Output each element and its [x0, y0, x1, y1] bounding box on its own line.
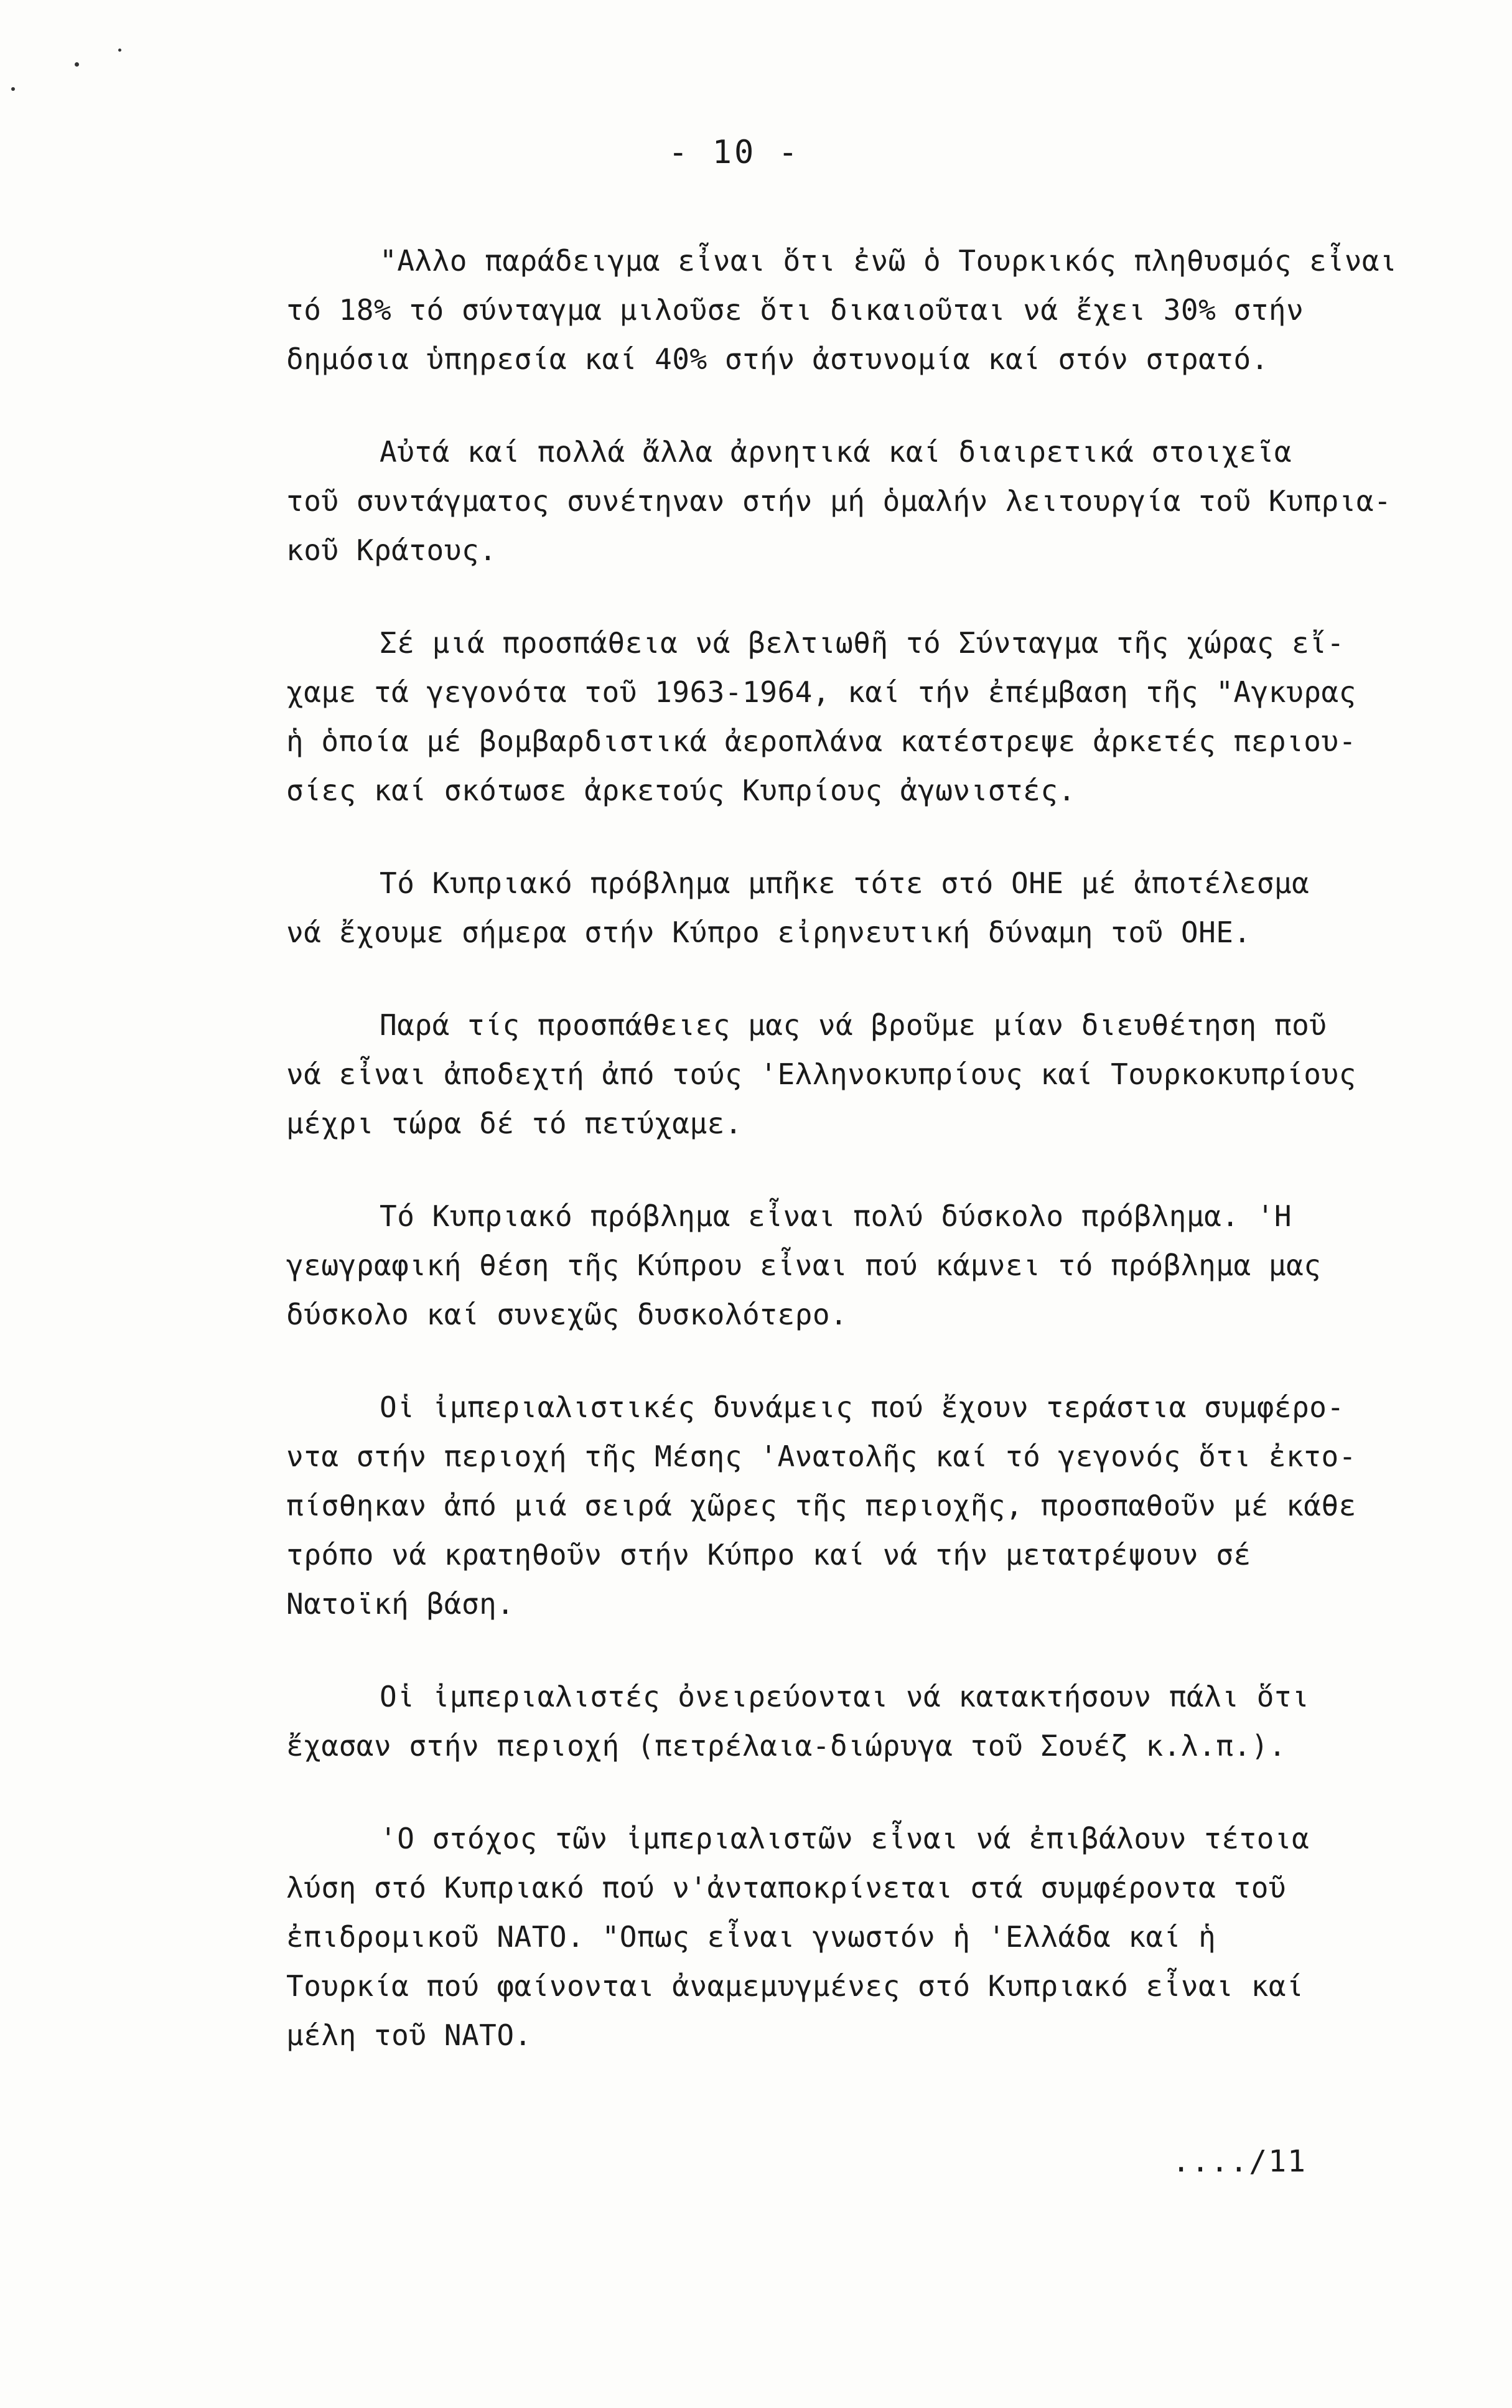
text-line: μέλη τοῦ ΝΑΤΟ. — [286, 2018, 532, 2052]
text-line: "Αλλο παράδειγμα εἶναι ὅτι ἐνῶ ὁ Τουρκικός πληθυσμός εἶναι — [380, 244, 1398, 278]
text-line: Παρά τίς προσπάθειες μας νά βροῦμε μίαν διευθέτηση ποῦ — [380, 1008, 1327, 1042]
text-line: χαμε τά γεγονότα τοῦ 1963-1964, καί τήν ἐπέμβαση τῆς "Αγκυρας — [286, 675, 1356, 709]
text-line: Τουρκία πού φαίνονται ἀναμεμυγμένες στό Κυπριακό εἶναι καί — [286, 1969, 1304, 2003]
paragraph — [286, 1383, 1456, 1629]
paragraph — [286, 237, 1456, 384]
text-line: δημόσια ὑπηρεσία καί 40% στήν ἀστυνομία καί στόν στρατό. — [286, 342, 1269, 376]
text-line: ἡ ὁποία μέ βομβαρδιστικά ἀεροπλάνα κατέστρεψε ἀρκετές περιου- — [286, 724, 1356, 758]
text-line: 'Ο στόχος τῶν ἰμπεριαλιστῶν εἶναι νά ἐπιβάλουν τέτοια — [380, 1822, 1310, 1855]
text-line: κοῦ Κράτους. — [286, 533, 497, 567]
text-line: μέχρι τώρα δέ τό πετύχαμε. — [286, 1107, 743, 1140]
text-line: ἔχασαν στήν περιοχή (πετρέλαια-διώρυγα τοῦ Σουέζ κ.λ.π.). — [286, 1729, 1287, 1763]
paragraph — [286, 1192, 1456, 1339]
paragraph — [286, 619, 1456, 815]
scan-speck — [11, 87, 15, 91]
text-line: τό 18% τό σύνταγμα μιλοῦσε ὅτι δικαιοῦται νά ἔχει 30% στήν — [286, 293, 1304, 327]
continuation-marker: ..../11 — [1172, 2144, 1307, 2179]
paragraph — [286, 1672, 1456, 1771]
scan-speck — [75, 62, 79, 67]
text-line: δύσκολο καί συνεχῶς δυσκολότερο. — [286, 1298, 848, 1331]
paragraph — [286, 859, 1456, 957]
scan-speck — [118, 49, 121, 52]
paragraph — [286, 428, 1456, 575]
text-line: γεωγραφική θέση τῆς Κύπρου εἶναι πού κάμνει τό πρόβλημα μας — [286, 1249, 1322, 1282]
text-line: λύση στό Κυπριακό πού ν'ἀνταποκρίνεται στά συμφέροντα τοῦ — [286, 1871, 1287, 1904]
text-line: Οἱ ἰμπεριαλιστές ὀνειρεύονται νά κατακτήσουν πάλι ὅτι — [380, 1680, 1310, 1713]
text-line: Σέ μιά προσπάθεια νά βελτιωθῆ τό Σύνταγμα τῆς χώρας εἴ- — [380, 626, 1345, 660]
text-line: σίες καί σκότωσε ἀρκετούς Κυπρίους ἀγωνιστές. — [286, 774, 1076, 807]
text-line: νά εἶναι ἀποδεχτή ἀπό τούς 'Ελληνοκυπρίους καί Τουρκοκυπρίους — [286, 1057, 1356, 1091]
text-line: Αὐτά καί πολλά ἄλλα ἀρνητικά καί διαιρετικά στοιχεῖα — [380, 435, 1292, 469]
text-line: πίσθηκαν ἀπό μιά σειρά χῶρες τῆς περιοχῆς, προσπαθοῦν μέ κάθε — [286, 1489, 1356, 1522]
text-line: ἐπιδρομικοῦ ΝΑΤΟ. "Οπως εἶναι γνωστόν ἡ 'Ελλάδα καί ἡ — [286, 1920, 1216, 1954]
text-line: τοῦ συντάγματος συνέτηναν στήν μή ὁμαλήν λειτουργία τοῦ Κυπρια- — [286, 484, 1392, 518]
paragraph — [286, 1001, 1456, 1148]
text-line: Τό Κυπριακό πρόβλημα μπῆκε τότε στό ΟΗΕ μέ ἀποτέλεσμα — [380, 866, 1310, 900]
text-line: ντα στήν περιοχή τῆς Μέσης 'Ανατολῆς καί τό γεγονός ὅτι ἐκτο- — [286, 1440, 1356, 1473]
text-line: νά ἔχουμε σήμερα στήν Κύπρο εἰρηνευτική δύναμη τοῦ ΟΗΕ. — [286, 916, 1251, 949]
paragraph — [286, 1814, 1456, 2060]
body-text — [286, 237, 1456, 2060]
text-line: Νατοϊκή βάση. — [286, 1587, 515, 1621]
text-line: Οἱ ἰμπεριαλιστικές δυνάμεις πού ἔχουν τεράστια συμφέρο- — [380, 1390, 1345, 1424]
page-number: - 10 - — [668, 134, 800, 171]
text-line: Τό Κυπριακό πρόβλημα εἶναι πολύ δύσκολο πρόβλημα. 'Η — [380, 1199, 1292, 1233]
text-line: τρόπο νά κρατηθοῦν στήν Κύπρο καί νά τήν μετατρέψουν σέ — [286, 1538, 1251, 1572]
